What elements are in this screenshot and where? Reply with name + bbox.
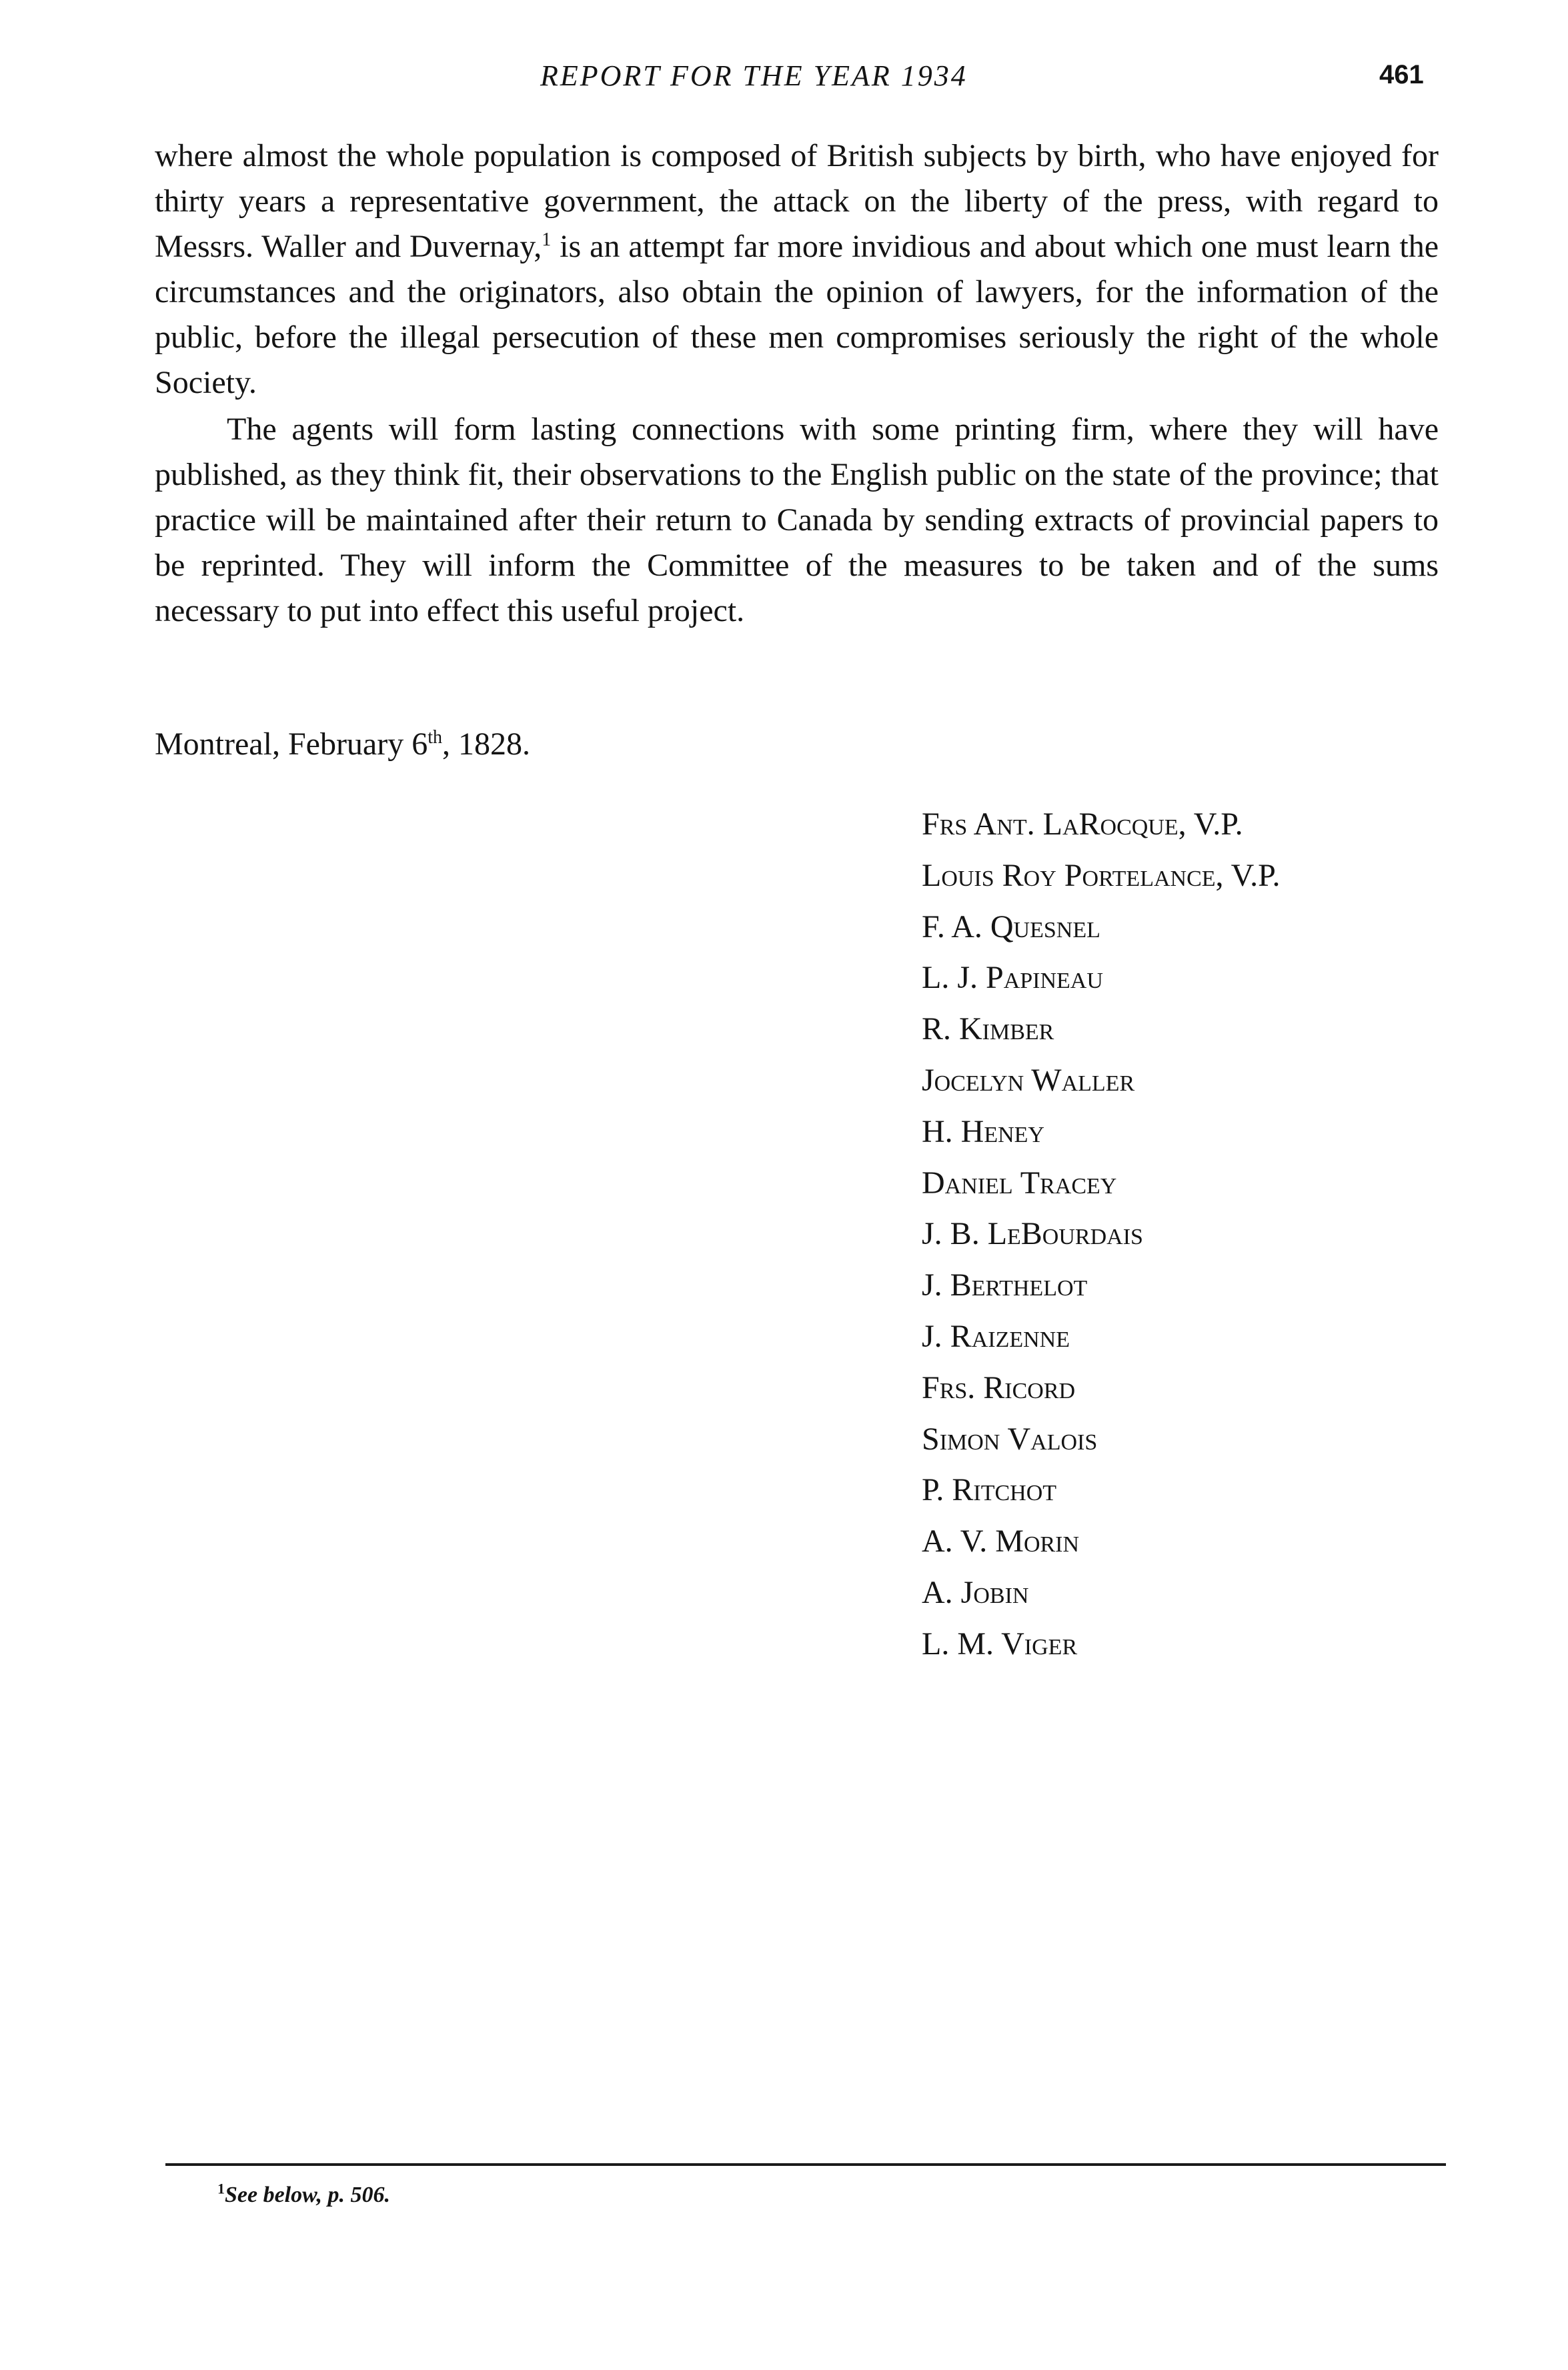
footnote-divider	[165, 2163, 1446, 2166]
running-title: REPORT FOR THE YEAR 1934	[540, 59, 968, 92]
paragraph-1-text-start: where almost the whole population is composed of British subjects by birth, who have enjoyed for thirty years a representative government, the attack on the liberty of the press, with regard to Messrs. Waller and Duvernay,	[155, 138, 1439, 264]
paragraph-1	[155, 133, 1439, 406]
signatory: A. V. Morin	[922, 1524, 1080, 1560]
signatory: Simon Valois	[922, 1421, 1098, 1457]
page-number: 461	[1379, 60, 1424, 89]
place-date-ordinal: th	[428, 727, 442, 748]
place-date-year: , 1828.	[442, 726, 530, 762]
place-date-text: Montreal, February 6	[155, 726, 428, 762]
signatory: J. Raizenne	[922, 1318, 1070, 1354]
footnote-reference: 1	[542, 229, 552, 250]
signatory: L. M. Viger	[922, 1626, 1078, 1662]
footnote-marker: 1	[217, 2180, 225, 2197]
signatory: Daniel Tracey	[922, 1165, 1117, 1201]
signatory: A. Jobin	[922, 1574, 1029, 1610]
signatory: Frs. Ricord	[922, 1369, 1076, 1405]
signatory: J. B. LeBourdais	[922, 1216, 1143, 1252]
signatory: R. Kimber	[922, 1011, 1054, 1047]
running-head	[0, 59, 1568, 105]
footnote	[217, 2180, 391, 2208]
place-and-date	[155, 722, 530, 767]
signatory: L. J. Papineau	[922, 960, 1103, 996]
signatory: F. A. Quesnel	[922, 909, 1100, 945]
body-text	[155, 133, 1439, 634]
signatory: P. Ritchot	[922, 1472, 1057, 1508]
signatory: Jocelyn Waller	[922, 1062, 1135, 1098]
signatory: J. Berthelot	[922, 1267, 1088, 1303]
signature-list	[922, 799, 1281, 1670]
paragraph-1-text-end: is an attempt far more invidious and about which one must learn the circumstances and the originators, also obtain the opinion of lawyers, for the information of the public, before the illegal persecution of these men compromises seriously the right of the whole Society.	[155, 229, 1439, 400]
signatory: Frs Ant. LaRocque, V.P.	[922, 806, 1243, 842]
signatory: Louis Roy Portelance, V.P.	[922, 857, 1281, 893]
footnote-text: See below, p. 506.	[225, 2183, 391, 2207]
signatory: H. Heney	[922, 1113, 1044, 1149]
paragraph-2: The agents will form lasting connections with some printing firm, where they will have published, as they think fit, their observations to the English public on the state of the province; that practice will be maintained after their return to Canada by sending extracts of provincial papers to be reprinted. They will inform the Committee of the measures to be taken and of the sums necessary to put into effect this useful project.	[155, 412, 1439, 628]
